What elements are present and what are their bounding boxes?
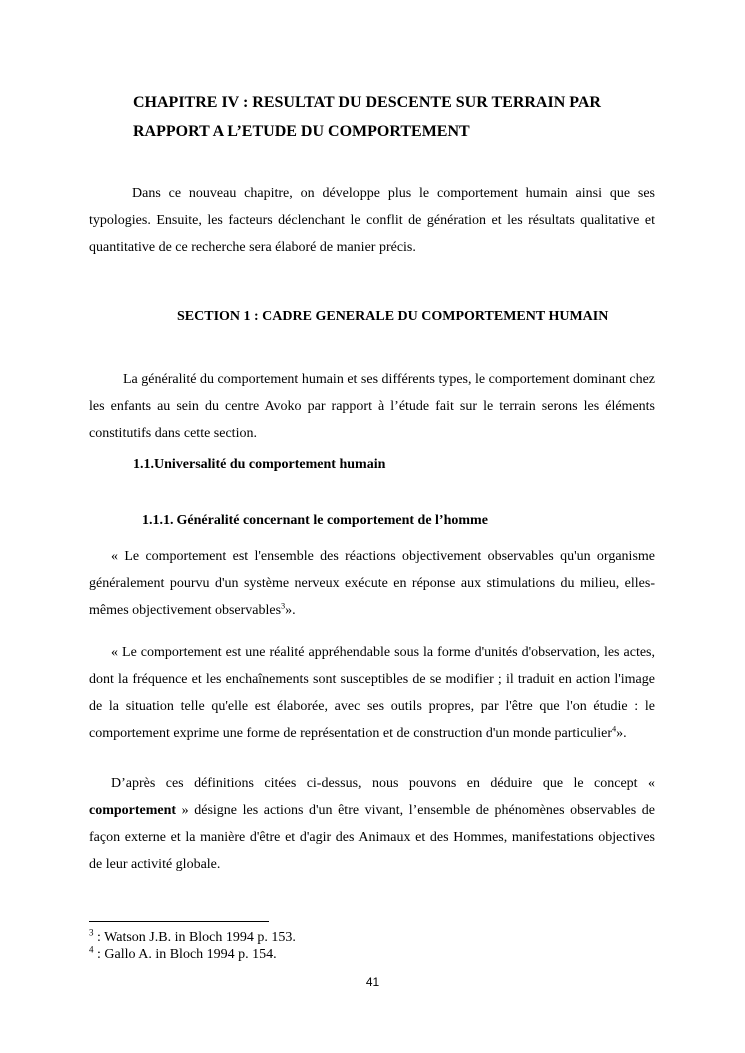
- footnote-3-mark: 3: [89, 927, 94, 938]
- heading-1-1-1-text: Généralité concernant le comportement de l’homme: [176, 513, 488, 528]
- heading-1-1-1: [142, 513, 488, 529]
- quote-paragraph-1: [89, 543, 655, 624]
- footnote-ref-4: 4: [612, 724, 617, 734]
- quote-1-text: « Le comportement est l'ensemble des réactions objectivement observables qu'un organisme généralement pourvu d'un système nerveux exécute en réponse aux stimulations du milieu, elles-mêmes objectivement observables: [89, 549, 655, 618]
- footnote-4-text: : Gallo A. in Bloch 1994 p. 154.: [93, 947, 277, 962]
- section-1-title: SECTION 1 : CADRE GENERALE DU COMPORTEMENT HUMAIN: [177, 309, 609, 324]
- footnote-3-text: : Watson J.B. in Bloch 1994 p. 153.: [93, 930, 296, 945]
- quote-2-end: ».: [616, 726, 627, 741]
- chapter-title-line-1: CHAPITRE IV : RESULTAT DU DESCENTE SUR TERRAIN PAR: [133, 94, 601, 111]
- footnote-4-mark: 4: [89, 944, 94, 955]
- quote-2-text: « Le comportement est une réalité appréhendable sous la forme d'unités d'observation, les actes, dont la fréquence et les enchaînements sont susceptibles de se modifier ; il traduit en action l'image de la situation telle qu'elle est élaborée, avec ses outils propres, par l'être que l'on étudie : le comportement exprime une forme de représentation et de construction d'un monde particulier: [89, 645, 655, 741]
- footnote-3: [89, 929, 296, 946]
- quote-paragraph-2: [89, 639, 655, 747]
- intro-paragraph: Dans ce nouveau chapitre, on développe plus le comportement humain ainsi que ses typologies. Ensuite, les facteurs déclenchant le conflit de génération et les résultats qualitative et quantitative de ce recherche sera élaboré de manier précis.: [89, 186, 655, 255]
- chapter-title: [133, 88, 673, 146]
- conclusion-before: D’après ces définitions citées ci-dessus, nous pouvons en déduire que le concept «: [111, 776, 655, 791]
- quote-1-end: ».: [285, 603, 296, 618]
- footnote-ref-3: 3: [281, 601, 286, 611]
- conclusion-keyword: comportement: [89, 803, 177, 818]
- conclusion-after: » désigne les actions d'un être vivant, l’ensemble de phénomènes observables de façon externe et la manière d'être et d'agir des Animaux et des Hommes, manifestations objectives de leur activité globale.: [89, 803, 655, 872]
- chapter-title-line-2: RAPPORT A L’ETUDE DU COMPORTEMENT: [133, 123, 470, 140]
- conclusion-paragraph: [89, 770, 655, 878]
- section-1-intro-paragraph: La généralité du comportement humain et ses différents types, le comportement dominant chez les enfants au sein du centre Avoko par rapport à l’étude fait sur le terrain serons les éléments constitutifs dans cette section.: [89, 372, 655, 441]
- heading-1-1: 1.1.Universalité du comportement humain: [133, 457, 386, 472]
- heading-1-1-1-number: 1.1.1.: [142, 513, 174, 528]
- page-number: 41: [365, 975, 380, 989]
- footnote-4: [89, 946, 277, 963]
- footnote-separator: [89, 921, 269, 922]
